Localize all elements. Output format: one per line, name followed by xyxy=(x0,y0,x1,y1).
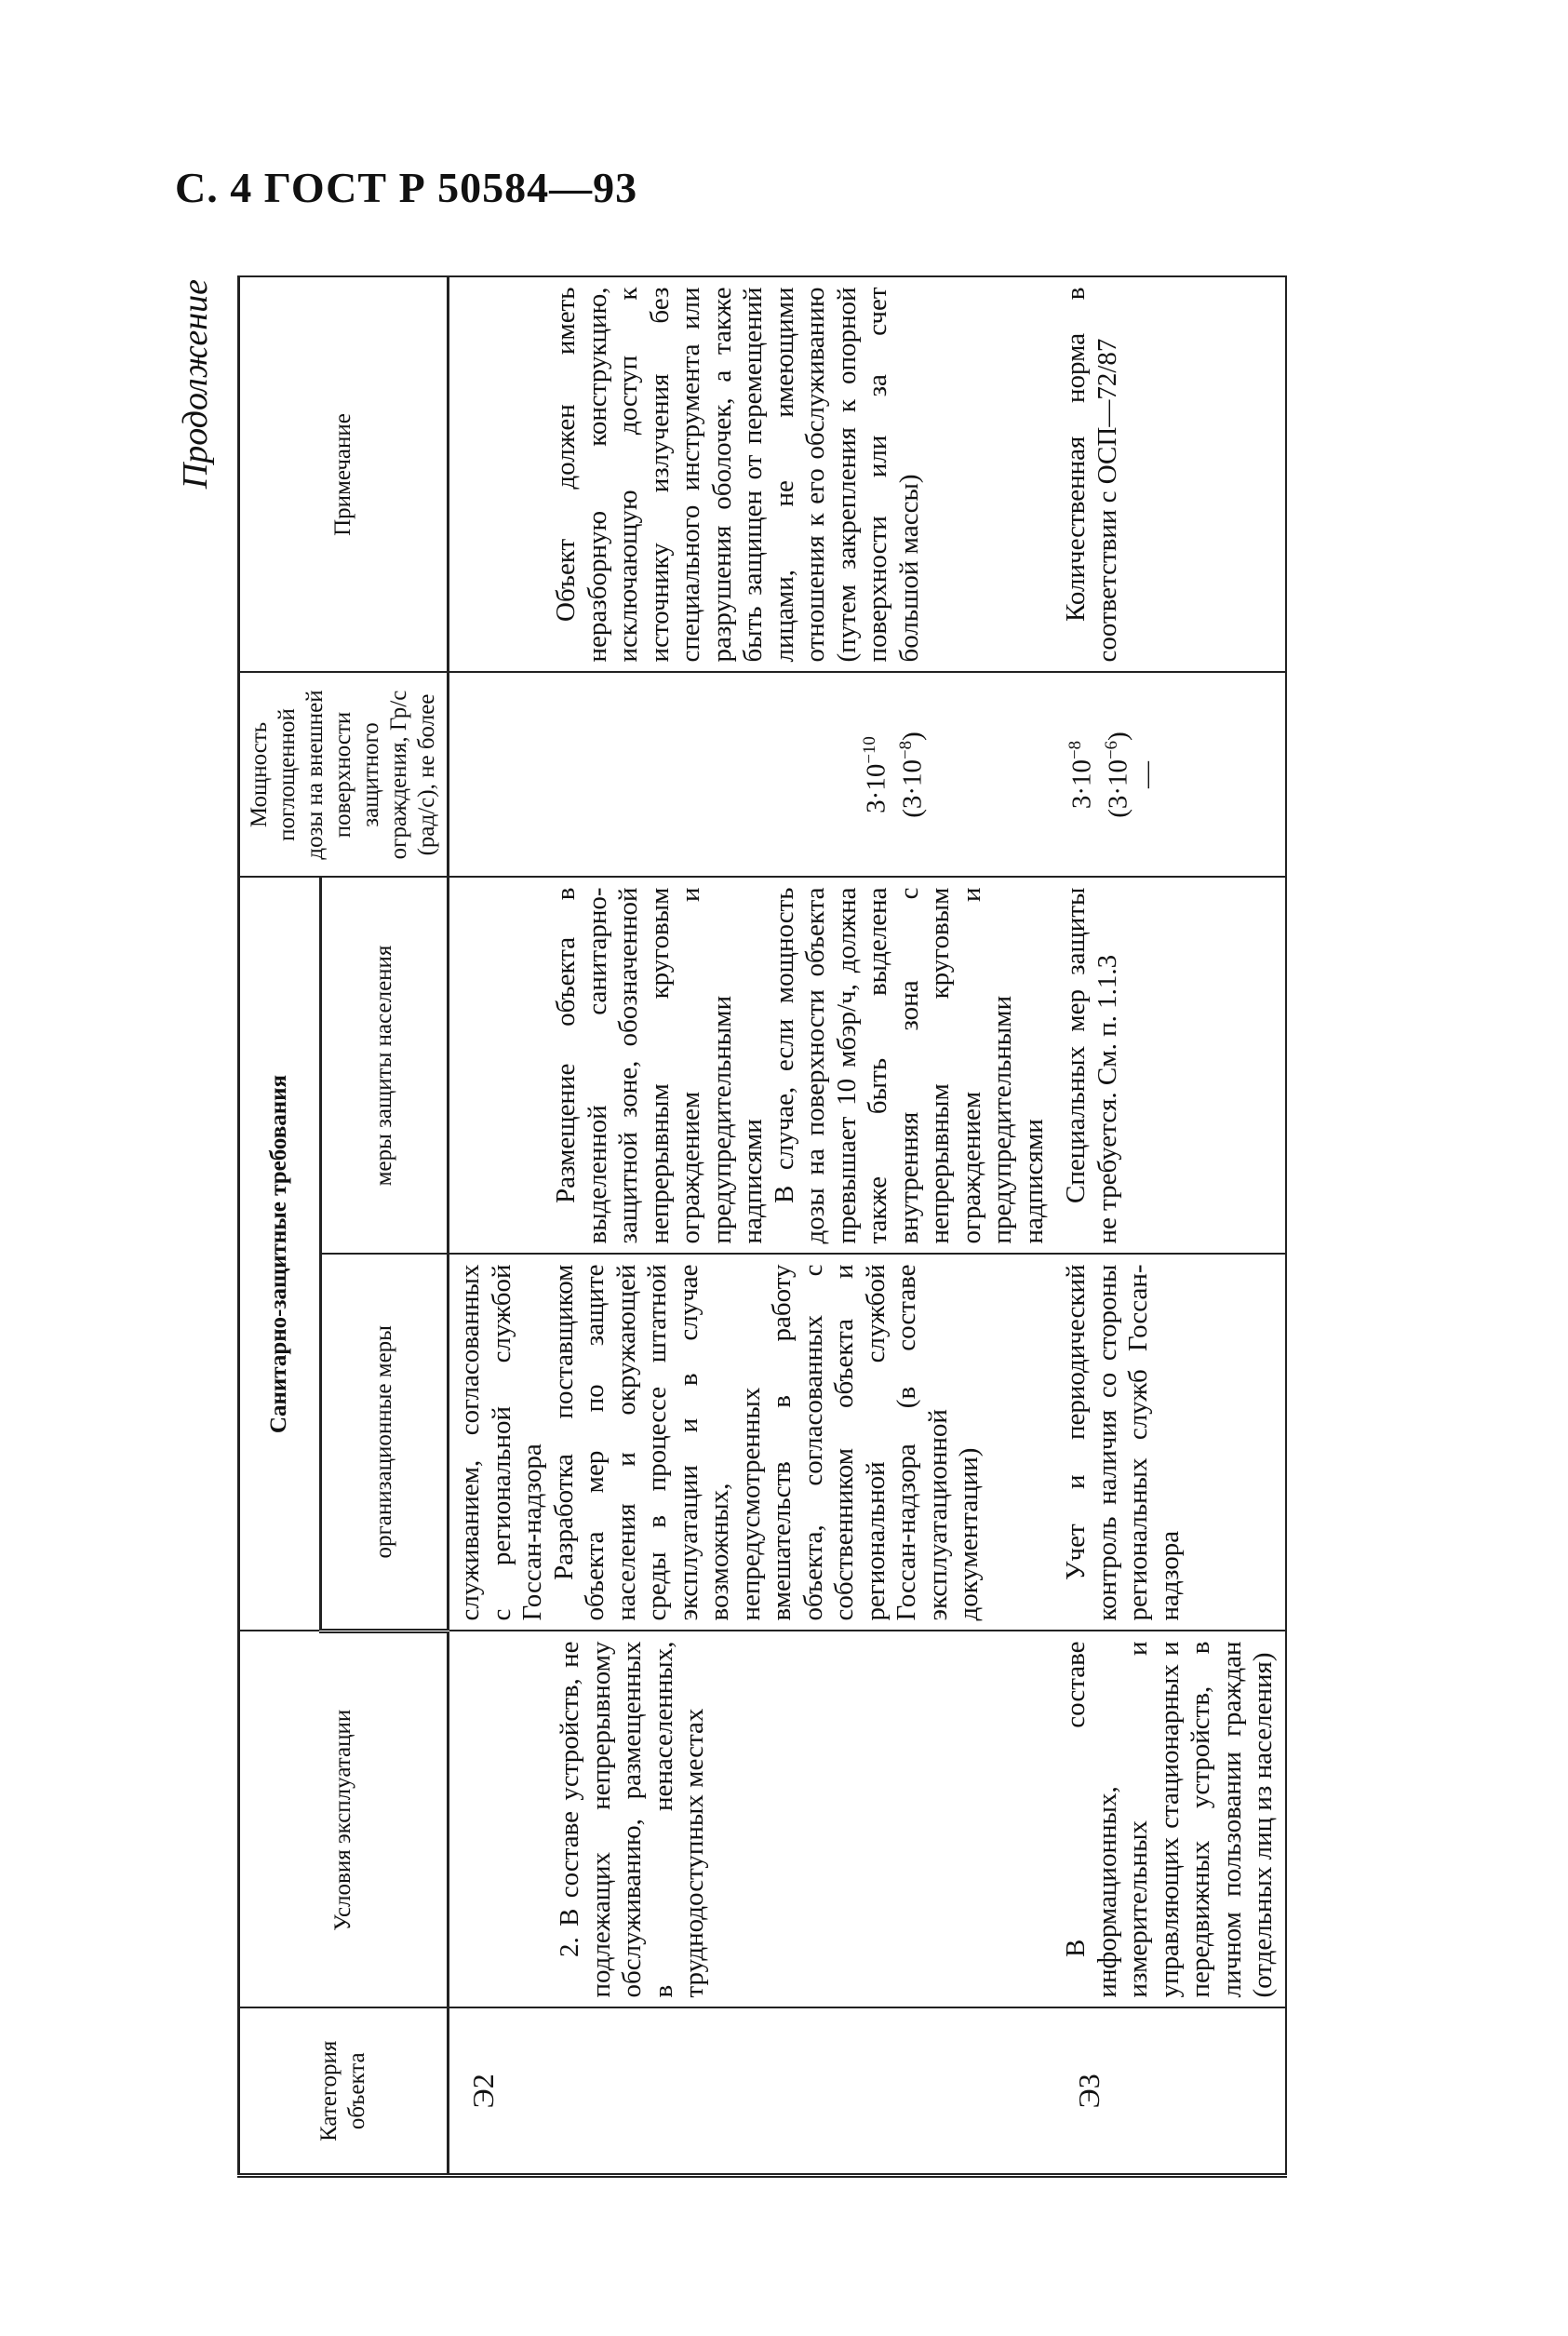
conditions-cell xyxy=(1055,1631,1286,2008)
category-cell: Э3 xyxy=(1055,2008,1286,2176)
org-measures-text: Учет и периодический контроль наличия со стороны региональных служб Госсан-надзора xyxy=(1061,1264,1185,1621)
table-row xyxy=(1055,277,1286,2176)
org-measures-continued: служиванием, согласованных с региональной службой Госсан-надзора xyxy=(455,1264,547,1621)
header-org-measures: организационные меры xyxy=(320,1255,449,1631)
conditions-cell xyxy=(449,1631,1056,2008)
header-category: Категория объекта xyxy=(239,2008,449,2176)
note-cell xyxy=(449,277,1056,673)
page-header: С. 4 ГОСТ Р 50584—93 xyxy=(175,164,638,211)
protection-measures-cell xyxy=(449,878,1056,1255)
protection-measures-text-2: В случае, если мощность дозы на поверхности объекта превышает 10 мбэр/ч, должна также быть выделена внутренняя зона с непрерывным круговым ограждением и предупредительными надписями xyxy=(769,887,1049,1244)
conditions-text: В составе информационных, измерительных и управляющих стационарных и передвижных устройств, в личном пользовании граждан (отдельных лиц из населения) xyxy=(1061,1641,1278,1998)
header-conditions: Условия эксплуатации xyxy=(239,1631,449,2008)
category-cell: Э2 xyxy=(449,2008,1056,2176)
dose-cell xyxy=(449,673,1056,878)
org-measures-text: Разработка поставщиком объекта мер по защите населения и окружающей среды в процессе штатной эксплуатации и в случае возможных, непредусмотренных вмешательств в работу объекта, согласованных с собственником объекта и региональной службой Госсан-надзора (в составе эксплуатационной документации) xyxy=(548,1264,984,1621)
note-text: Объект должен иметь неразборную конструкцию, исключающую доступ к источнику излучения без специального инструмента или разрушения оболочек, а также быть защищен от перемещений лицами, не имеющими отношения к его обслуживанию (путем закрепления к опорной поверхности или за счет большой массы) xyxy=(551,287,924,663)
continuation-label: Продолжение xyxy=(176,279,215,490)
protection-measures-text-1: Размещение объекта в выделенной санитарно-защитной зоне, обозначенной непрерывным круговым ограждением и предупредительными надписями xyxy=(551,887,768,1244)
header-sanitary-group: Санитарно-защитные требования xyxy=(239,878,321,1631)
protection-measures-cell xyxy=(1055,878,1286,1255)
dose-dash: — xyxy=(1132,761,1162,788)
dose-value-rad: $(3\cdot 10^{-6})$ xyxy=(1101,732,1133,818)
note-cell xyxy=(1055,277,1286,673)
table-row xyxy=(449,277,1056,2176)
protection-measures-text: Специальных мер защиты не требуется. См. п. 1.1.3 xyxy=(1061,887,1122,1244)
dose-value-rad: $(3\cdot 10^{-8})$ xyxy=(895,732,928,818)
conditions-text: 2. В составе устройств, не подлежащих непрерывному обслуживанию, размещенных в ненаселенных, труднодоступных местах xyxy=(555,1641,709,1998)
header-note: Примечание xyxy=(239,277,449,673)
header-dose: Мощность поглощенной дозы на внешней поверхности защитного ограждения, Гр/с (рад/с), не более xyxy=(239,673,449,878)
rotated-table-block xyxy=(176,279,1278,2178)
sanitary-requirements-table xyxy=(237,276,1287,2179)
header-protection-measures: меры защиты населения xyxy=(320,878,449,1255)
note-text: Количественная норма в соответствии с ОСП—72/87 xyxy=(1061,287,1122,663)
org-measures-cell xyxy=(449,1255,1056,1631)
dose-cell xyxy=(1055,673,1286,878)
dose-value: $3\cdot 10^{-8}$ xyxy=(1065,740,1097,810)
org-measures-cell xyxy=(1055,1255,1286,1631)
dose-value: $3\cdot 10^{-10}$ xyxy=(860,736,891,813)
